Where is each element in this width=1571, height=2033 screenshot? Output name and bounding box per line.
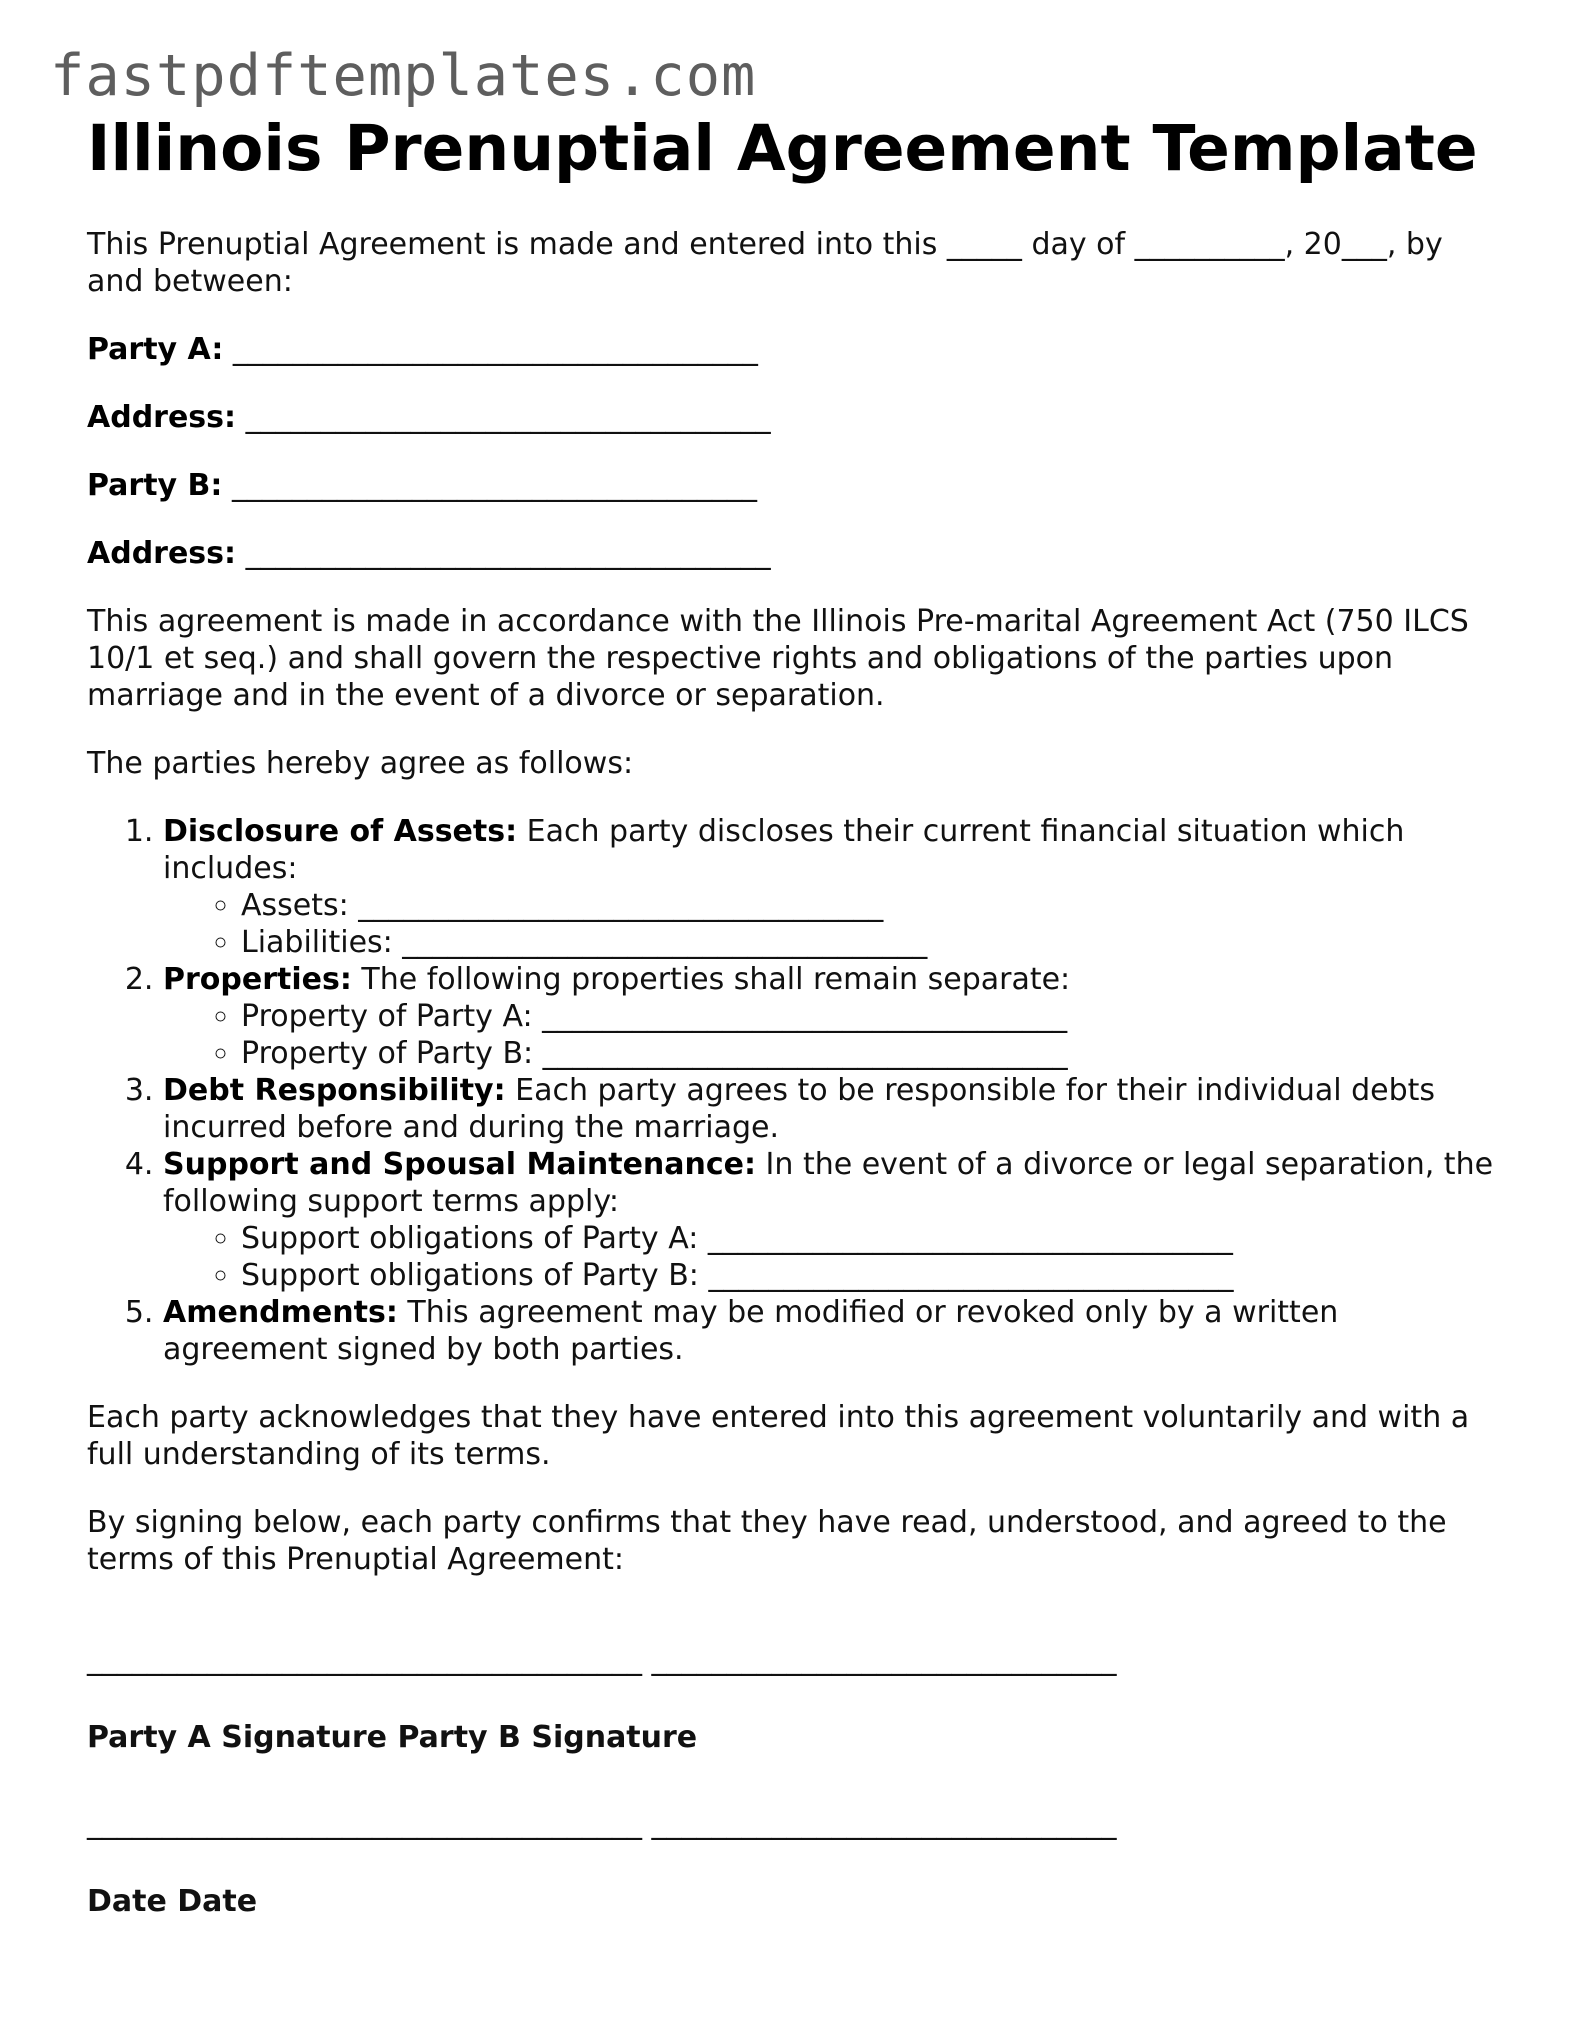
act-paragraph: This agreement is made in accordance with the Illinois Pre-marital Agreement Act (750 ILCS 10/1 et seq.) and shall govern the respective rights and obligations of the parties upon marriage and in the event of a divorce or separation. — [87, 604, 1469, 713]
party-field — [87, 399, 1507, 436]
field-label: Party A: — [87, 332, 224, 367]
clause-item — [163, 1072, 1507, 1146]
signature-lines: _____________________________________ _______________________________ — [87, 1642, 1117, 1677]
acknowledge-paragraph: Each party acknowledges that they have entered into this agreement voluntarily and with a full understanding of its terms. — [87, 1400, 1470, 1472]
clause-text: Each party discloses their current financial situation which includes: — [163, 814, 1405, 886]
clause-subitems — [163, 998, 1507, 1072]
clause-subitems — [163, 1220, 1507, 1294]
clause-item — [163, 961, 1507, 1072]
clause-subitem: ◦ Property of Party B: ___________________________________ — [241, 1035, 1507, 1072]
party-field — [87, 467, 1507, 504]
clause-heading: Properties: — [163, 962, 352, 997]
clause-text: This agreement may be modified or revoked only by a written agreement signed by both parties. — [163, 1295, 1339, 1367]
clause-item — [163, 813, 1507, 961]
signature-labels: Party A Signature Party B Signature — [87, 1720, 698, 1755]
clause-text: Each party agrees to be responsible for their individual debts incurred before and during the marriage. — [163, 1073, 1436, 1145]
intro-paragraph: This Prenuptial Agreement is made and entered into this _____ day of __________, 20___, by and between: — [87, 227, 1443, 299]
date-lines: _____________________________________ _______________________________ — [87, 1806, 1117, 1841]
clause-item — [163, 1146, 1507, 1294]
field-blank: ___________________________________ — [231, 468, 757, 503]
clause-subitem: ◦ Support obligations of Party B: ___________________________________ — [241, 1257, 1507, 1294]
document-title: Illinois Prenuptial Agreement Template — [87, 112, 1478, 185]
party-field — [87, 331, 1507, 368]
field-blank: ___________________________________ — [245, 536, 771, 571]
clause-item — [163, 1294, 1507, 1368]
clause-subitem: ◦ Liabilities: ___________________________________ — [241, 924, 1507, 961]
clause-heading: Support and Spousal Maintenance: — [163, 1147, 757, 1182]
date-labels: Date Date — [87, 1884, 258, 1919]
party-field — [87, 535, 1507, 572]
field-label: Address: — [87, 536, 237, 571]
clause-heading: Disclosure of Assets: — [163, 814, 518, 849]
clause-subitems — [163, 887, 1507, 961]
field-blank: ___________________________________ — [245, 400, 771, 435]
field-blank: ___________________________________ — [232, 332, 758, 367]
document-body — [87, 112, 1507, 1951]
clause-subitem: ◦ Support obligations of Party A: ___________________________________ — [241, 1220, 1507, 1257]
party-fields — [87, 331, 1507, 572]
clause-text: In the event of a divorce or legal separation, the following support terms apply: — [163, 1147, 1494, 1219]
clause-subitem: ◦ Assets: ___________________________________ — [241, 887, 1507, 924]
field-label: Party B: — [87, 468, 223, 503]
agree-line: The parties hereby agree as follows: — [87, 746, 634, 781]
clause-heading: Debt Responsibility: — [163, 1073, 506, 1108]
confirm-paragraph: By signing below, each party confirms that they have read, understood, and agreed to the terms of this Prenuptial Agreement: — [87, 1505, 1447, 1577]
clause-heading: Amendments: — [163, 1295, 398, 1330]
clause-list — [87, 813, 1507, 1368]
clause-subitem: ◦ Property of Party A: ___________________________________ — [241, 998, 1507, 1035]
clause-text: The following properties shall remain separate: — [351, 962, 1071, 997]
field-label: Address: — [87, 400, 237, 435]
watermark: fastpdftemplates.com — [50, 43, 757, 109]
